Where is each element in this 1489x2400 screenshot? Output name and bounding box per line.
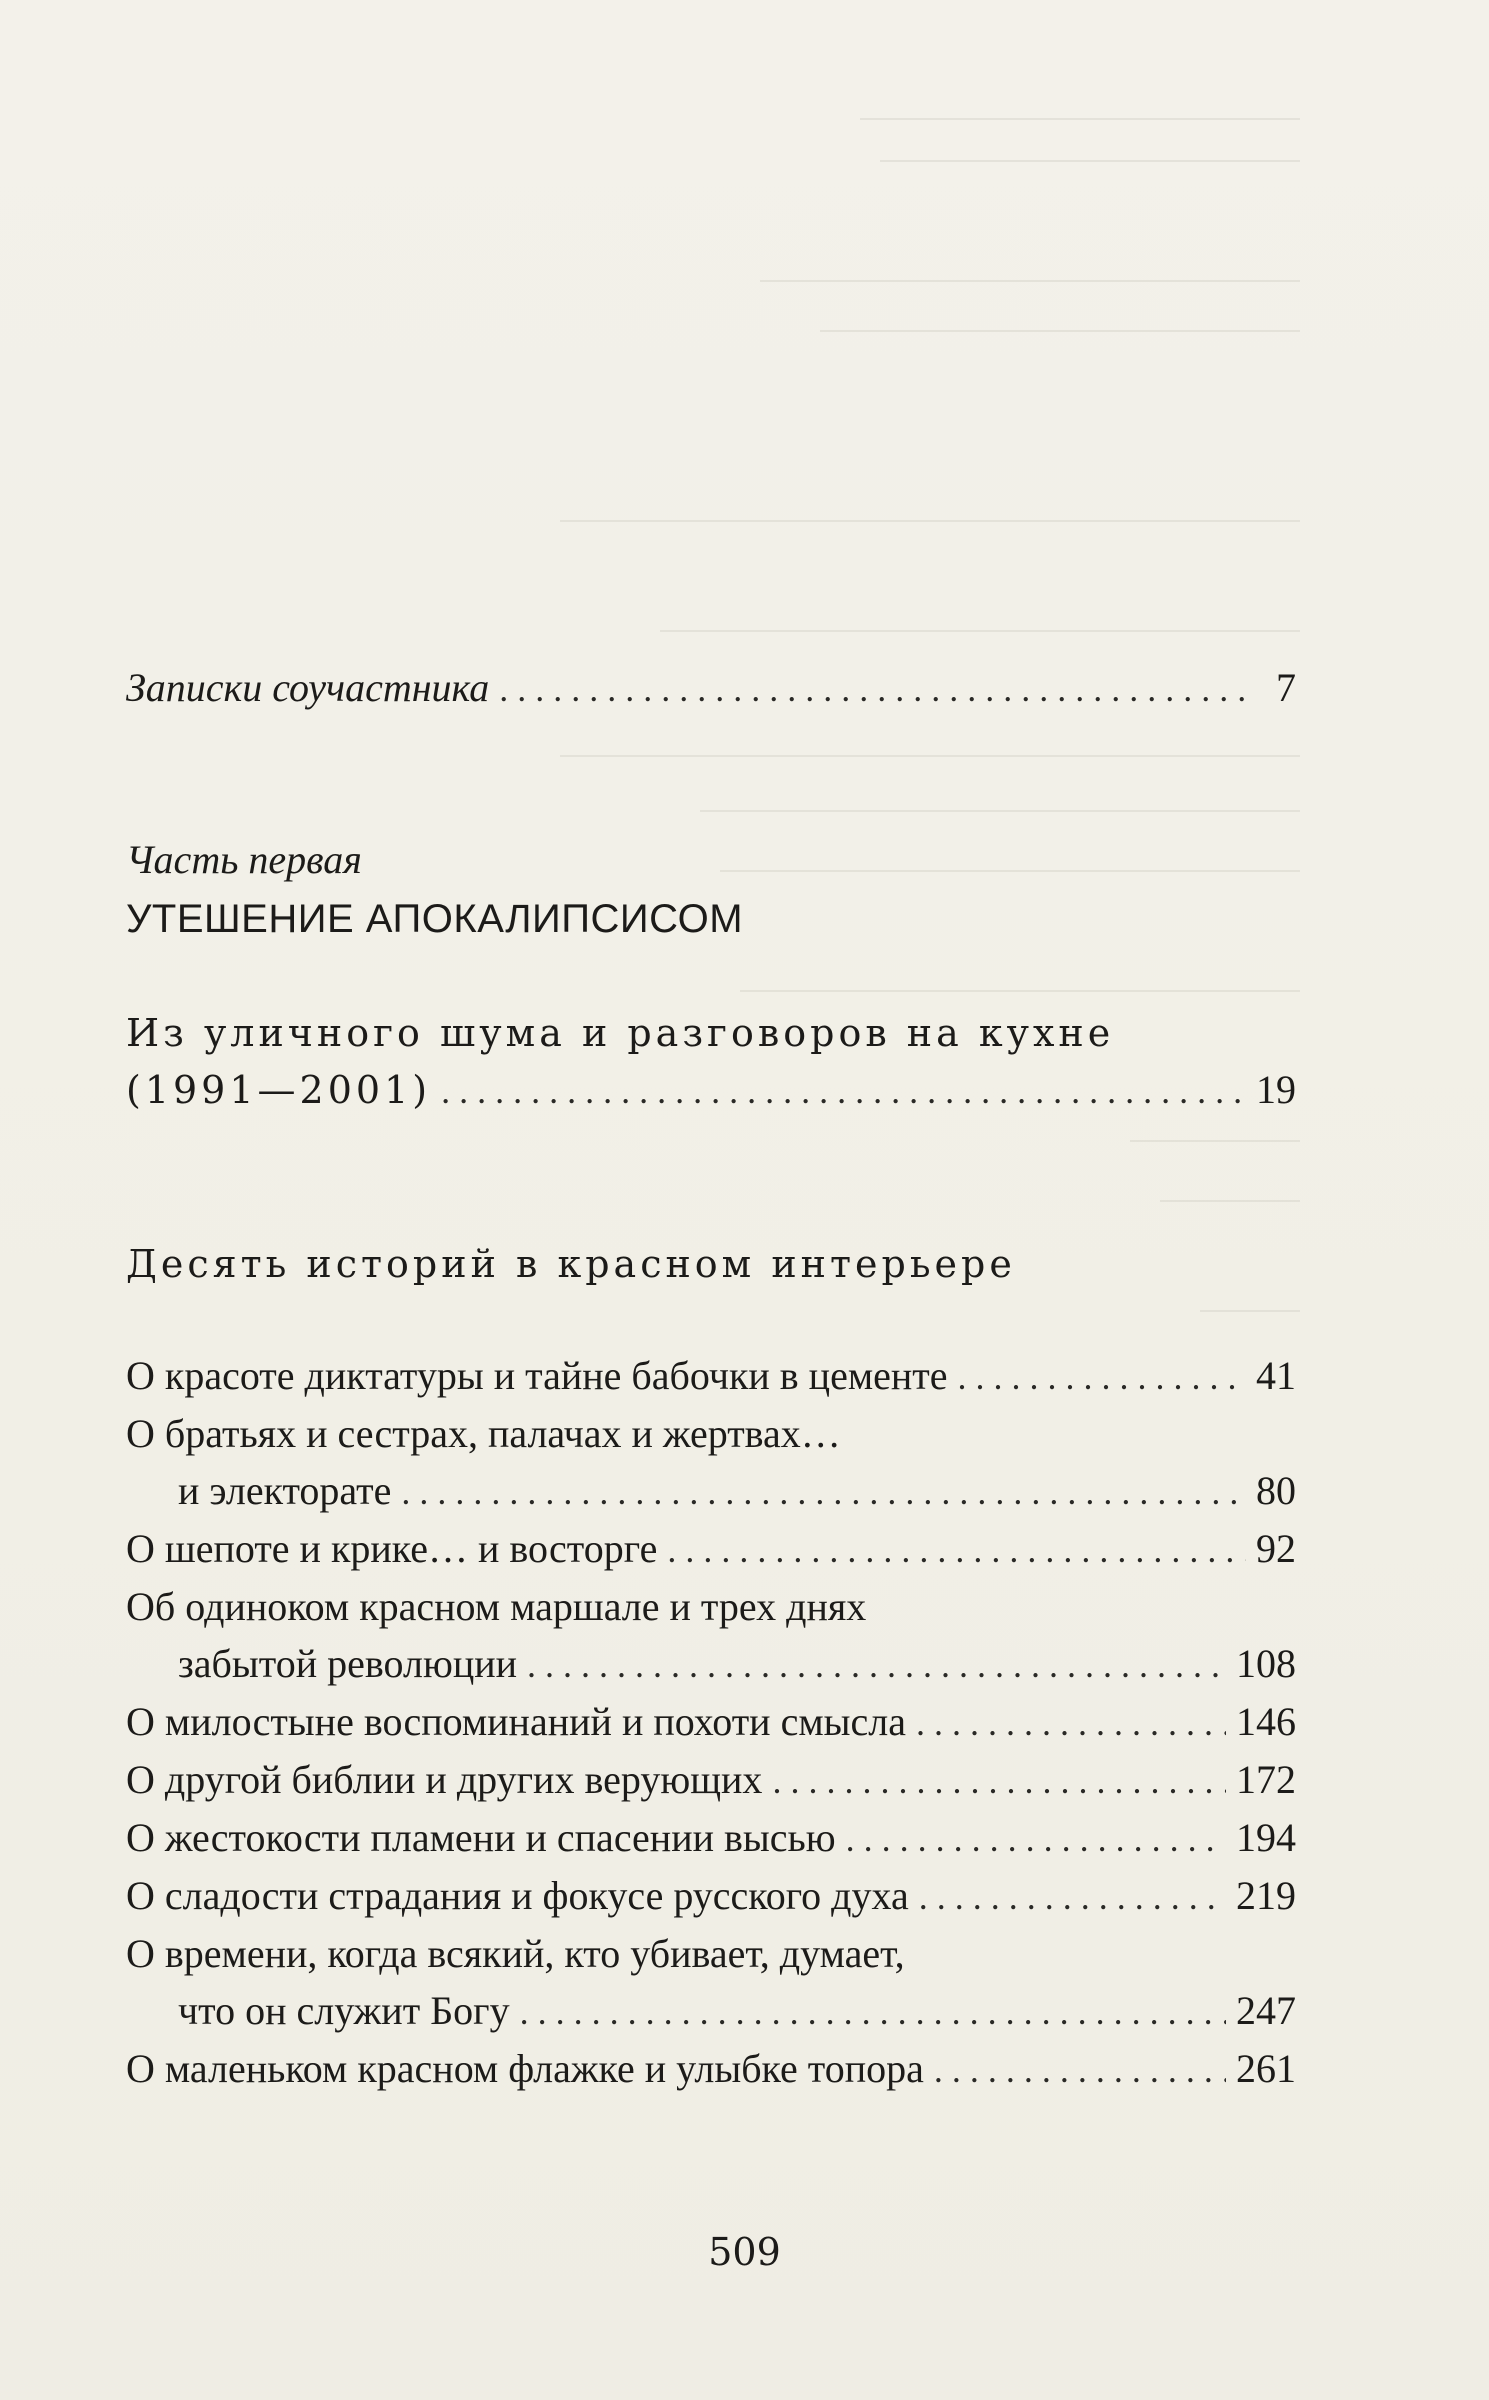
show-through-mark	[760, 280, 1300, 282]
toc-page-number: 7	[1276, 665, 1296, 710]
show-through-mark	[660, 630, 1300, 632]
show-through-mark	[740, 990, 1300, 992]
toc-entry-title: О красоте диктатуры и тайне бабочки в цементе	[126, 1353, 948, 1398]
toc-page-number: 219	[1236, 1873, 1296, 1918]
toc-page-number: 172	[1236, 1757, 1296, 1802]
toc-entry-chapter1[interactable]	[126, 1064, 1296, 1116]
chapter-title-line1: Из уличного шума и разговоров на кухне	[126, 1011, 1115, 1055]
dot-leader	[520, 1986, 1226, 2038]
toc-entry[interactable]	[126, 1754, 1296, 1806]
toc-page-number: 194	[1236, 1815, 1296, 1860]
toc-entry-title: О другой библии и других верующих	[126, 1757, 763, 1802]
dot-leader	[401, 1466, 1246, 1518]
dot-leader	[846, 1813, 1226, 1865]
show-through-mark	[700, 810, 1300, 812]
dot-leader	[934, 2044, 1226, 2096]
toc-entry-title: О маленьком красном флажке и улыбке топора	[126, 2046, 924, 2091]
toc-page-number: 19	[1256, 1067, 1296, 1112]
toc-entry-title: (1991—2001)	[126, 1068, 432, 1112]
show-through-mark	[560, 520, 1300, 522]
toc-entry-title: Записки соучастника	[126, 665, 490, 710]
toc-entry[interactable]	[126, 2043, 1296, 2095]
toc-page-number: 80	[1256, 1468, 1296, 1513]
page-number: 509	[708, 2230, 781, 2274]
dot-leader	[772, 1755, 1226, 1807]
dot-leader	[527, 1639, 1226, 1691]
dot-leader	[916, 1697, 1226, 1749]
toc-entry[interactable]	[178, 1638, 1296, 1690]
toc-entry-title-line1: О братьях и сестрах, палачах и жертвах…	[126, 1411, 841, 1456]
toc-page-number: 247	[1236, 1988, 1296, 2033]
toc-page-number: 41	[1256, 1353, 1296, 1398]
show-through-mark	[1130, 1140, 1300, 1142]
show-through-mark	[820, 330, 1300, 332]
show-through-mark	[720, 870, 1300, 872]
toc-entry[interactable]	[126, 1523, 1296, 1575]
part-label: Часть первая	[126, 837, 362, 882]
toc-entry-front-matter[interactable]	[126, 662, 1296, 714]
toc-entry-title: О сладости страдания и фокусе русского духа	[126, 1873, 909, 1918]
toc-entry-title: О милостыне воспоминаний и похоти смысла	[126, 1699, 906, 1744]
toc-entry-title: что он служит Богу	[178, 1988, 510, 2033]
show-through-mark	[860, 118, 1300, 120]
toc-entry[interactable]	[178, 1985, 1296, 2037]
toc-entry-title: и электорате	[178, 1468, 392, 1513]
show-through-mark	[560, 755, 1300, 757]
dot-leader	[958, 1351, 1246, 1403]
toc-entry[interactable]	[126, 1696, 1296, 1748]
show-through-mark	[1200, 1310, 1300, 1312]
chapter-heading: Десять историй в красном интерьере	[126, 1242, 1016, 1286]
toc-entry-title-line1: Об одиноком красном маршале и трех днях	[126, 1584, 867, 1629]
part-title: УТЕШЕНИЕ АПОКАЛИПСИСОМ	[126, 897, 744, 941]
toc-page-number: 92	[1256, 1526, 1296, 1571]
toc-page-number: 108	[1236, 1641, 1296, 1686]
toc-entry[interactable]	[126, 1870, 1296, 1922]
dot-leader	[667, 1524, 1246, 1576]
show-through-mark	[880, 160, 1300, 162]
toc-entry-title: О шепоте и крике… и восторге	[126, 1526, 658, 1571]
toc-entry-title: О жестокости пламени и спасении высью	[126, 1815, 836, 1860]
toc-entry[interactable]	[126, 1350, 1296, 1402]
toc-page-number: 146	[1236, 1699, 1296, 1744]
dot-leader	[919, 1871, 1226, 1923]
toc-entry-title-line1: О времени, когда всякий, кто убивает, думает,	[126, 1931, 905, 1976]
toc-entry-title: забытой революции	[178, 1641, 518, 1686]
show-through-mark	[1160, 1200, 1300, 1202]
toc-entry[interactable]	[126, 1812, 1296, 1864]
dot-leader	[441, 1065, 1246, 1117]
toc-page-number: 261	[1236, 2046, 1296, 2091]
toc-entry[interactable]	[178, 1465, 1296, 1517]
dot-leader	[499, 663, 1246, 715]
